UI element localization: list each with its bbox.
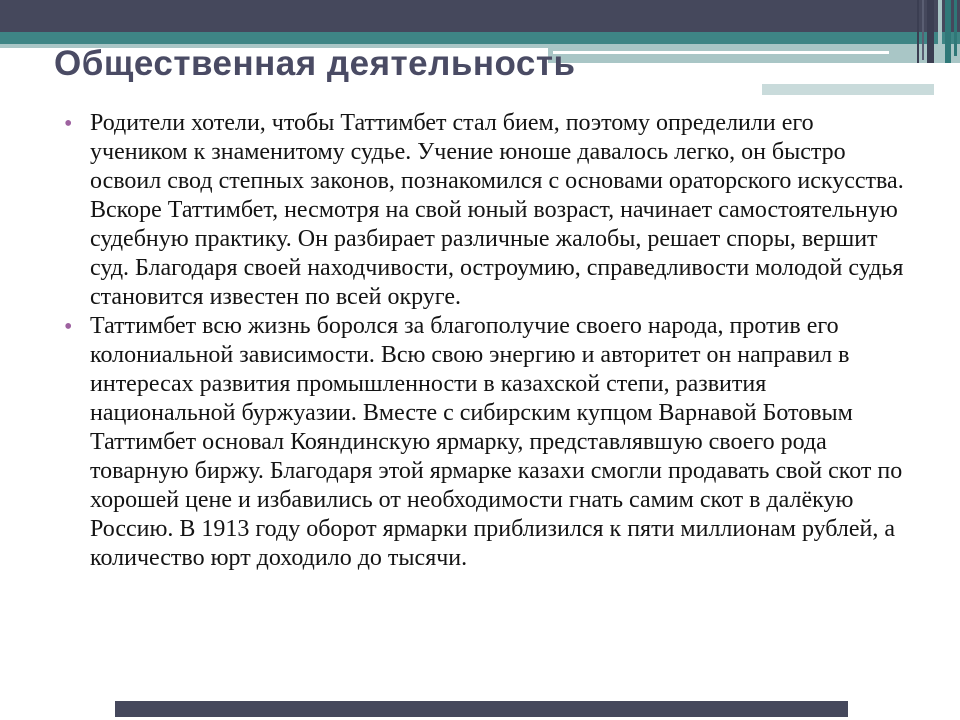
vertical-stripe-decoration — [917, 0, 919, 63]
bullet-text: Родители хотели, чтобы Таттимбет стал бием, поэтому определили его учеником к знаменитому судье. Учение юноше давалось легко, он быстро освоил свод степных законов, познакомился с основами ораторского искусства. Вскоре Таттимбет, несмотря на свой юный возраст, начинает самостоятельную судебную практику. Он разбирает различные жалобы, решает споры, вершит суд. Благодаря своей находчивости, остроумию, справедливости молодой судья становится известен по всей округе. — [90, 110, 904, 310]
vertical-stripe-decoration — [954, 0, 957, 56]
bullet-item — [64, 109, 916, 312]
bullet-marker-icon: • — [64, 314, 73, 340]
vertical-stripe-decoration — [922, 0, 924, 60]
footer-bar-decoration — [115, 701, 848, 717]
pale-teal-sub-band-decoration — [762, 84, 934, 95]
bullet-item — [64, 312, 916, 573]
slide-title: Общественная деятельность — [54, 44, 576, 83]
header-bar-decoration — [0, 0, 960, 32]
vertical-stripe-decoration — [945, 0, 951, 63]
slide-body — [64, 109, 916, 573]
vertical-stripe-decoration — [927, 0, 934, 63]
bullet-text: Таттимбет всю жизнь боролся за благополучие своего народа, против его колониальной зависимости. Всю свою энергию и авторитет он направил в интересах развития промышленности в казахской степи, развития национальной буржуазии. Вместе с сибирским купцом Варнавой Ботовым Таттимбет основал Кояндинскую ярмарку, представлявшую своего рода товарную биржу. Благодаря этой ярмарке казахи смогли продавать свой скот по хорошей цене и избавились от необходимости гнать самим скот в далёкую Россию. В 1913 году оборот ярмарки приблизился к пяти миллионам рублей, а количество юрт доходило до тысячи. — [90, 313, 903, 571]
vertical-stripe-decoration — [938, 0, 942, 58]
teal-band-decoration — [0, 32, 960, 44]
bullet-marker-icon: • — [64, 111, 73, 137]
